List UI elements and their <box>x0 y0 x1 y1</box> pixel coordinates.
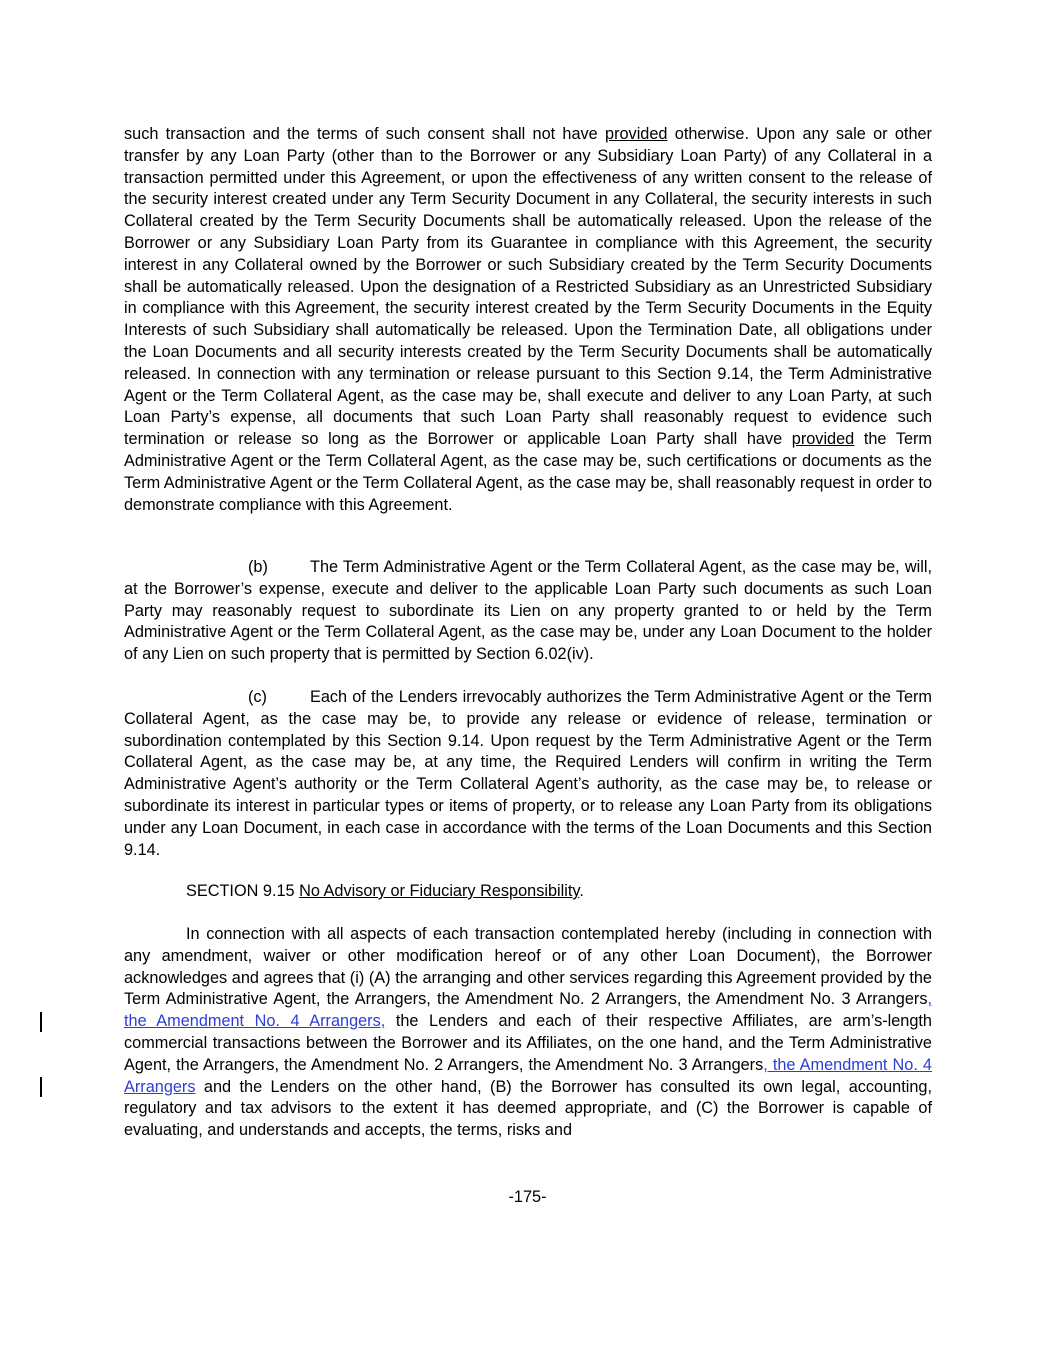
paragraph-b <box>124 557 932 666</box>
section-period: . <box>579 882 584 900</box>
inserted-text: , the Amendment No. 4 Arrangers <box>124 1055 932 1096</box>
paragraph-c <box>124 687 932 861</box>
section-heading <box>186 881 584 903</box>
section-number: SECTION 9.15 <box>186 882 300 900</box>
paragraph-text: In connection with all aspects of each transaction contemplated hereby (including in connection with any amendment, waiver or other modification hereof or of any other Loan Document), the Borrower acknowledges and agrees that (i) (A) the arranging and other services regarding this Agreement provided by the Term Administrative Agent, the Arrangers, the Amendment No. 2 Arrangers, the Amendment No. 3 Arrangers <box>124 925 932 1009</box>
revision-change-bar <box>40 1077 42 1097</box>
paragraph-release-of-collateral <box>124 124 932 516</box>
paragraph-label: (c) <box>248 688 267 706</box>
section-title: No Advisory or Fiduciary Responsibility <box>299 882 580 900</box>
paragraph-no-advisory <box>124 924 932 1142</box>
paragraph-text: the Lenders and each of their respective Affiliates, are arm’s-length commercial transactions between the Borrower and its Affiliates, on the one hand, and the Term Administrative Agent, the Arrangers, the Amendment No. 2 Arrangers, the Amendment No. 3 Arrangers <box>124 1012 932 1074</box>
revision-change-bar <box>40 1012 42 1032</box>
underlined-term: provided <box>605 125 668 143</box>
underlined-term: provided <box>791 430 855 449</box>
paragraph-text: and the Lenders on the other hand, (B) the Borrower has consulted its own legal, accounting, regulatory and tax advisors to the extent it has deemed appropriate, and (C) the Borrower is capable of evaluating, and understands and accepts, the terms, risks and <box>124 1077 932 1140</box>
page-number: -175- <box>508 1188 547 1206</box>
paragraph-label: (b) <box>248 558 268 576</box>
inserted-text: , the Amendment No. 4 Arrangers, <box>124 990 932 1031</box>
paragraph-text: such transaction and the terms of such consent shall not have <box>124 125 606 143</box>
paragraph-text: Each of the Lenders irrevocably authorizes the Term Administrative Agent or the Term Collateral Agent, as the case may be, to provide any release or evidence of release, termination or subordination contemplated by this Section 9.14. Upon request by the Term Administrative Agent or the Term Collateral Agent, as the case may be, at any time, the Required Lenders will confirm in writing the Term Administrative Agent’s authority or the Term Collateral Agent’s authority, as the case may be, to release or subordinate its interest in particular types or items of property, or to release any Loan Party from its obligations under any Loan Document, in each case in accordance with the terms of the Loan Documents and this Section 9.14. <box>124 688 932 859</box>
paragraph-text: The Term Administrative Agent or the Term Collateral Agent, as the case may be, will, at the Borrower’s expense, execute and deliver to the applicable Loan Party such documents as such Loan Party may reasonably request to subordinate its Lien on any property granted to or held by the Term Administrative Agent or the Term Collateral Agent, as the case may be, under any Loan Document to the holder of any Lien on such property that is permitted by Section 6.02(iv). <box>124 558 932 664</box>
paragraph-text: the Term Administrative Agent or the Term Collateral Agent, as the case may be, such certifications or documents as the Term Administrative Agent or the Term Collateral Agent, as the case may be, shall reasonably request in order to demonstrate compliance with this Agreement. <box>124 430 932 514</box>
paragraph-text: otherwise. Upon any sale or other transfer by any Loan Party (other than to the Borrower or any Subsidiary Loan Party) of any Collateral in a transaction permitted under this Agreement, or upon the effectiveness of any written consent to the release of the security interest created under any Term Security Document in any Collateral, the security interests in such Collateral created by the Term Security Documents shall be automatically released. Upon the release of the Borrower or any Subsidiary Loan Party from its Guarantee in compliance with this Agreement, the security interest in any Collateral owned by the Borrower or such Subsidiary created by the Term Security Documents shall be automatically released. Upon the designation of a Restricted Subsidiary as an Unrestricted Subsidiary in compliance with this Agreement, the security interest created by the Term Security Documents in the Equity Interests of such Subsidiary shall automatically be released. Upon the Termination Date, all obligations under the Loan Documents and all security interests created by the Term Security Documents shall be automatically released. In connection with any termination or release pursuant to this Section 9.14, the Term Administrative Agent or the Term Collateral Agent, as the case may be, shall execute and deliver to any Loan Party, at such Loan Party’s expense, all documents that such Loan Party shall reasonably request to evidence such termination or release so long as the Borrower or applicable Loan Party shall have <box>124 125 932 449</box>
